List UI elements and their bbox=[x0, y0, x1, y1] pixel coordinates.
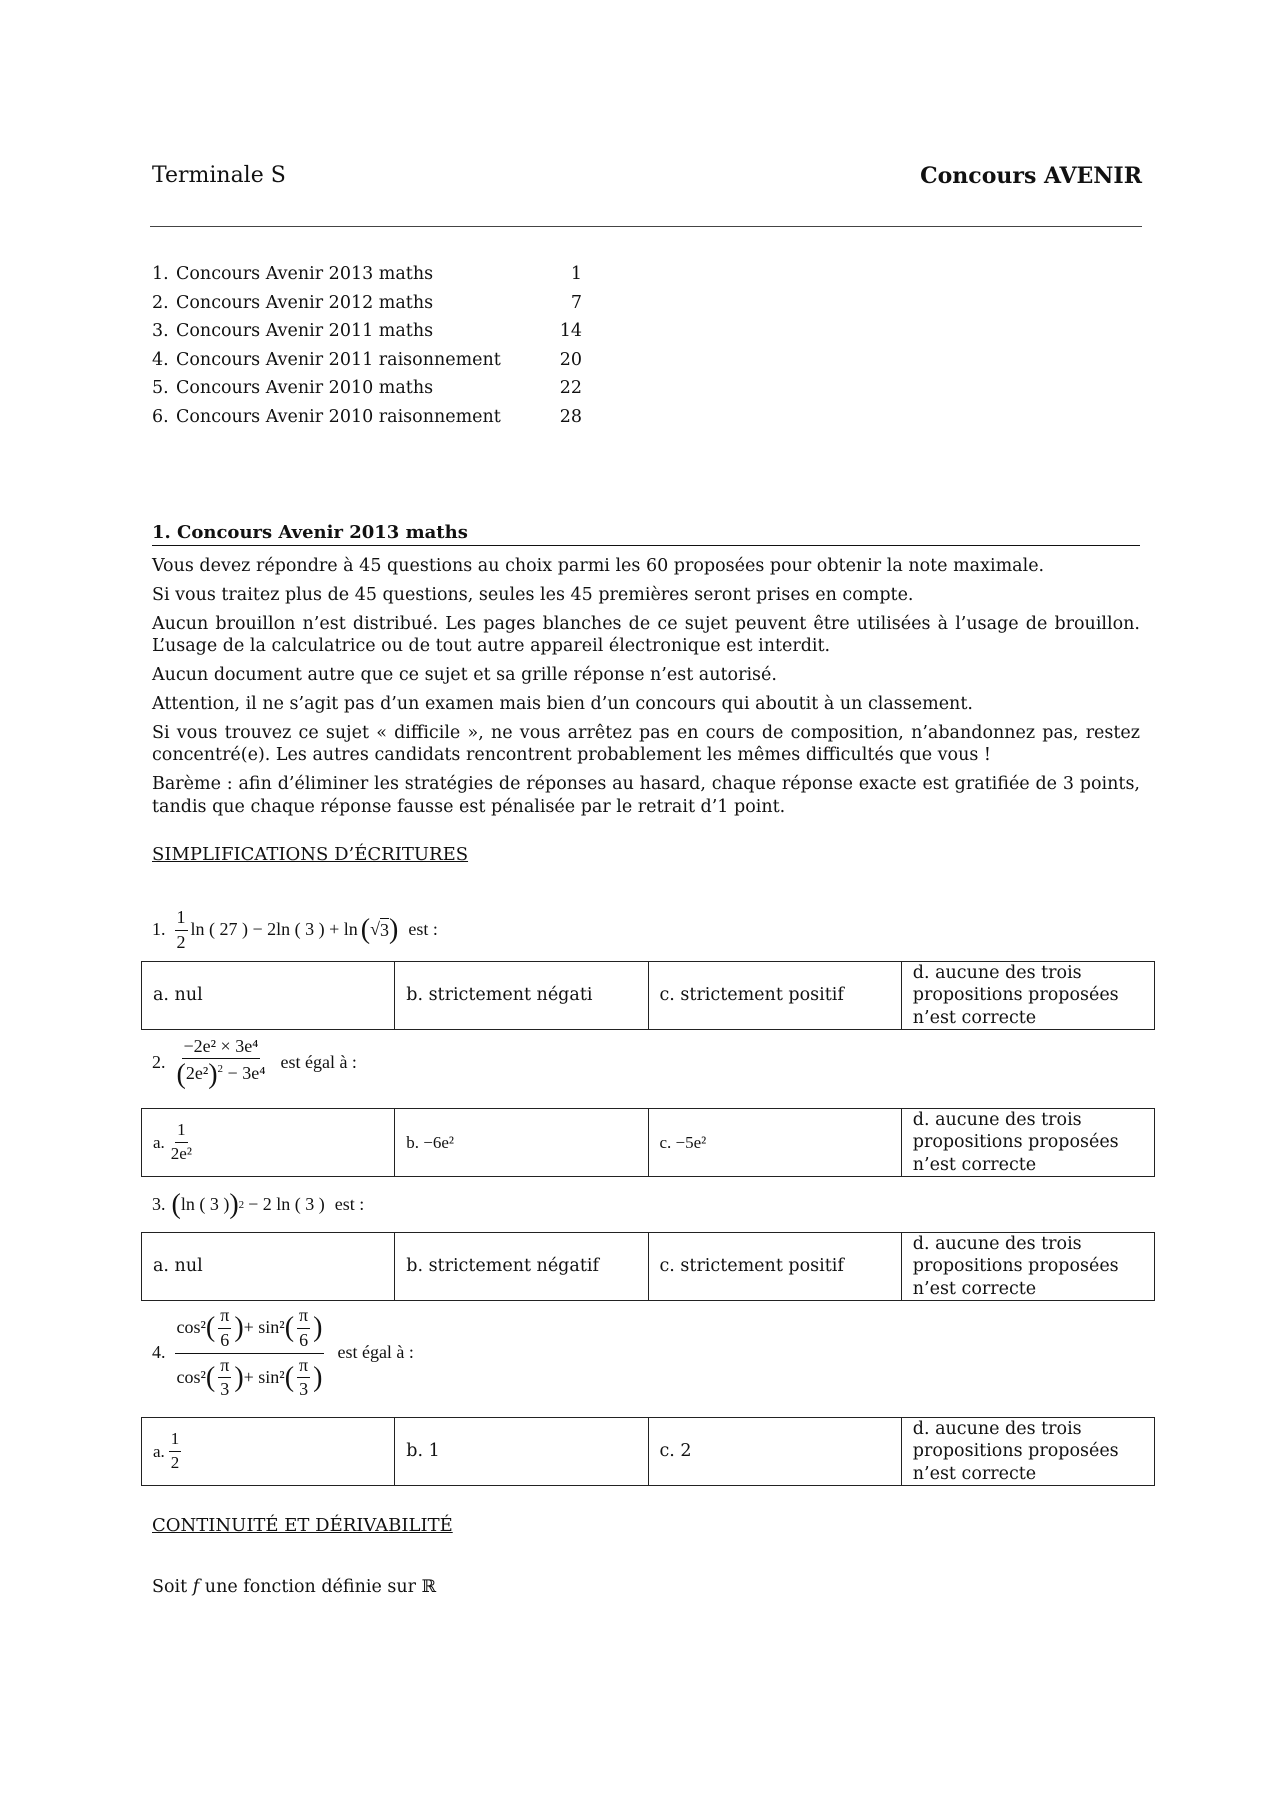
paren-right: ) bbox=[234, 1312, 244, 1344]
den-rest: − 3e⁴ bbox=[227, 1063, 266, 1084]
page-header bbox=[152, 162, 1142, 202]
header-left: Terminale S bbox=[152, 163, 286, 188]
cos-term: cos² bbox=[176, 1366, 206, 1387]
toc-title: Concours Avenir 2013 maths bbox=[176, 264, 434, 284]
fraction bbox=[169, 1430, 182, 1472]
toc-page: 7 bbox=[570, 292, 582, 313]
answer-table-4 bbox=[141, 1417, 1155, 1486]
question-number: 2. bbox=[152, 1052, 166, 1073]
answer-c[interactable]: c. strictement positif bbox=[648, 962, 901, 1030]
denominator: 3 bbox=[299, 1379, 309, 1400]
answer-b[interactable]: b. strictement négatif bbox=[395, 1233, 648, 1301]
answer-d[interactable]: d. aucune des trois propositions proposées n’est correcte bbox=[901, 1109, 1154, 1177]
instruction-paragraph: Vous devez répondre à 45 questions au choix parmi les 60 proposées pour obtenir la note maximale. bbox=[152, 556, 1045, 576]
text-rest: une fonction définie sur ℝ bbox=[204, 1577, 437, 1597]
instruction-paragraph: Barème : afin d’éliminer les stratégies de réponses au hasard, chaque réponse exacte est gratifiée de 3 points, tandis que chaque réponse fausse est pénalisée par le retrait d’1 point. bbox=[152, 774, 1140, 817]
toc-item[interactable] bbox=[152, 292, 582, 321]
toc-number: 1. bbox=[152, 264, 169, 284]
paren-right: ) bbox=[229, 1189, 239, 1220]
fraction bbox=[297, 1356, 310, 1401]
den-inner: 2e² bbox=[185, 1063, 209, 1084]
denominator: 6 bbox=[299, 1329, 309, 1350]
toc-page: 22 bbox=[559, 378, 582, 398]
sqrt-argument: 3 bbox=[380, 918, 389, 942]
instruction-paragraph: Attention, il ne s’agit pas d’un examen mais bien d’un concours qui aboutit à un classement. bbox=[152, 693, 973, 714]
topic-heading: CONTINUITÉ ET DÉRIVABILITÉ bbox=[152, 1515, 453, 1536]
answer-d[interactable]: d. aucune des trois propositions proposées n’est correcte bbox=[901, 962, 1154, 1030]
answer-b[interactable]: b. strictement négati bbox=[395, 962, 648, 1030]
answer-table-2 bbox=[141, 1108, 1155, 1177]
answer-a[interactable] bbox=[142, 1109, 395, 1177]
toc-title: Concours Avenir 2010 maths bbox=[176, 378, 434, 398]
sin-term: + sin² bbox=[243, 1317, 285, 1338]
toc-number: 5. bbox=[152, 378, 169, 398]
paren-left: ( bbox=[205, 1312, 216, 1344]
paren-right: ) bbox=[389, 914, 399, 945]
answer-c[interactable]: c. 2 bbox=[648, 1418, 901, 1486]
toc-title: Concours Avenir 2011 raisonnement bbox=[176, 349, 501, 370]
expression: ln ( 27 ) − 2ln ( 3 ) + ln bbox=[190, 919, 358, 940]
denominator bbox=[175, 1059, 268, 1089]
question-number: 1. bbox=[152, 919, 166, 940]
paren-left: ( bbox=[284, 1361, 295, 1393]
numerator: 1 bbox=[175, 908, 188, 931]
paren-right: ) bbox=[313, 1361, 323, 1393]
instruction-paragraph: Aucun document autre que ce sujet et sa grille réponse n’est autorisé. bbox=[152, 665, 777, 686]
header-right: Concours AVENIR bbox=[920, 163, 1142, 189]
function-symbol: f bbox=[192, 1577, 200, 1597]
toc-title: Concours Avenir 2012 maths bbox=[176, 292, 434, 313]
denominator: 6 bbox=[220, 1329, 230, 1350]
numerator: π bbox=[218, 1306, 231, 1329]
numerator bbox=[175, 1306, 325, 1354]
answer-c[interactable]: c. −5e² bbox=[648, 1109, 901, 1177]
paren-left: ( bbox=[284, 1312, 295, 1344]
instruction-paragraph: Aucun brouillon n’est distribué. Les pages blanches de ce sujet peuvent être utilisées à l’usage de brouillon. L’usage de la calculatrice ou de tout autre appareil électronique est interdit. bbox=[152, 613, 1140, 657]
denominator: 3 bbox=[220, 1379, 230, 1400]
paren-left: ( bbox=[176, 1059, 186, 1091]
numerator: π bbox=[218, 1356, 231, 1379]
toc-title: Concours Avenir 2010 raisonnement bbox=[176, 406, 501, 427]
fraction bbox=[218, 1306, 231, 1351]
numerator: −2e² × 3e⁴ bbox=[182, 1037, 261, 1060]
topic-heading: SIMPLIFICATIONS D’ÉCRITURES bbox=[152, 844, 469, 865]
numerator: 1 bbox=[169, 1430, 182, 1452]
toc-item[interactable] bbox=[152, 320, 582, 349]
body-text bbox=[152, 1576, 436, 1598]
cos-term: cos² bbox=[176, 1317, 206, 1338]
answer-d[interactable]: d. aucune des trois propositions proposées n’est correcte bbox=[901, 1233, 1154, 1301]
toc-number: 4. bbox=[152, 349, 169, 370]
paren-left: ( bbox=[360, 914, 371, 945]
expression-rest: − 2 ln ( 3 ) bbox=[248, 1194, 325, 1215]
answer-a[interactable]: a. nul bbox=[142, 962, 395, 1030]
question-number: 4. bbox=[152, 1342, 166, 1363]
answer-b[interactable]: b. −6e² bbox=[395, 1109, 648, 1177]
toc-number: 3. bbox=[152, 321, 169, 341]
toc-item[interactable] bbox=[152, 263, 582, 292]
question-suffix: est égal à : bbox=[280, 1052, 357, 1073]
toc-page: 28 bbox=[559, 406, 582, 427]
expression-inner: ln ( 3 ) bbox=[180, 1194, 230, 1215]
sqrt-sign: √ bbox=[370, 919, 381, 940]
denominator: 2 bbox=[176, 931, 186, 952]
fraction bbox=[175, 908, 188, 953]
fraction bbox=[297, 1306, 310, 1351]
instruction-paragraph: Si vous traitez plus de 45 questions, seules les 45 premières seront prises en compte. bbox=[152, 584, 914, 605]
toc-item[interactable] bbox=[152, 349, 582, 378]
denominator: 2 bbox=[170, 1453, 180, 1473]
paren-right: ) bbox=[234, 1361, 244, 1393]
toc-number: 6. bbox=[152, 406, 169, 427]
question-4 bbox=[152, 1298, 414, 1408]
answer-c[interactable]: c. strictement positif bbox=[648, 1233, 901, 1301]
header-rule bbox=[150, 226, 1142, 227]
sin-term: + sin² bbox=[243, 1366, 285, 1387]
question-suffix: est : bbox=[334, 1194, 365, 1215]
answer-a[interactable] bbox=[142, 1418, 395, 1486]
answer-label: a. bbox=[153, 1132, 165, 1152]
toc-page: 20 bbox=[559, 349, 582, 370]
toc-page: 14 bbox=[559, 321, 582, 341]
paren-left: ( bbox=[205, 1361, 216, 1393]
toc-number: 2. bbox=[152, 292, 169, 313]
fraction bbox=[175, 1306, 325, 1400]
paren-left: ( bbox=[171, 1189, 181, 1220]
toc-page: 1 bbox=[570, 264, 582, 284]
answer-table-1 bbox=[141, 961, 1155, 1030]
numerator: 1 bbox=[175, 1121, 188, 1143]
fraction bbox=[169, 1121, 194, 1163]
instruction-paragraph: Si vous trouvez ce sujet « difficile », ne vous arrêtez pas en cours de composition, n’abandonnez pas, restez concentré(e). Les autres candidats rencontrent probablement les mêmes difficultés que vous ! bbox=[152, 722, 1140, 766]
exponent: 2 bbox=[217, 1063, 224, 1076]
answer-b[interactable]: b. 1 bbox=[395, 1418, 648, 1486]
denominator: 2e² bbox=[170, 1144, 192, 1164]
answer-d[interactable]: d. aucune des trois propositions proposées n’est correcte bbox=[901, 1418, 1154, 1486]
toc-item[interactable] bbox=[152, 377, 582, 406]
denominator bbox=[175, 1354, 325, 1401]
question-2 bbox=[152, 1030, 357, 1096]
section-title: 1. Concours Avenir 2013 maths bbox=[152, 521, 1140, 546]
paren-right: ) bbox=[208, 1059, 218, 1091]
text-prefix: Soit bbox=[152, 1577, 188, 1597]
answer-label: a. bbox=[153, 1441, 165, 1461]
instructions bbox=[152, 555, 1140, 824]
fraction bbox=[218, 1356, 231, 1401]
toc-item[interactable] bbox=[152, 406, 582, 435]
question-1 bbox=[152, 906, 438, 954]
answer-a[interactable]: a. nul bbox=[142, 1233, 395, 1301]
question-suffix: est égal à : bbox=[337, 1342, 414, 1363]
paren-right: ) bbox=[313, 1312, 323, 1344]
table-of-contents bbox=[152, 263, 582, 434]
answer-table-3 bbox=[141, 1232, 1155, 1301]
exponent: 2 bbox=[238, 1198, 245, 1211]
fraction bbox=[175, 1037, 268, 1090]
question-3 bbox=[152, 1188, 364, 1222]
toc-title: Concours Avenir 2011 maths bbox=[176, 321, 434, 341]
numerator: π bbox=[297, 1306, 310, 1329]
question-number: 3. bbox=[152, 1194, 166, 1215]
numerator: π bbox=[297, 1356, 310, 1379]
question-suffix: est : bbox=[408, 919, 438, 940]
